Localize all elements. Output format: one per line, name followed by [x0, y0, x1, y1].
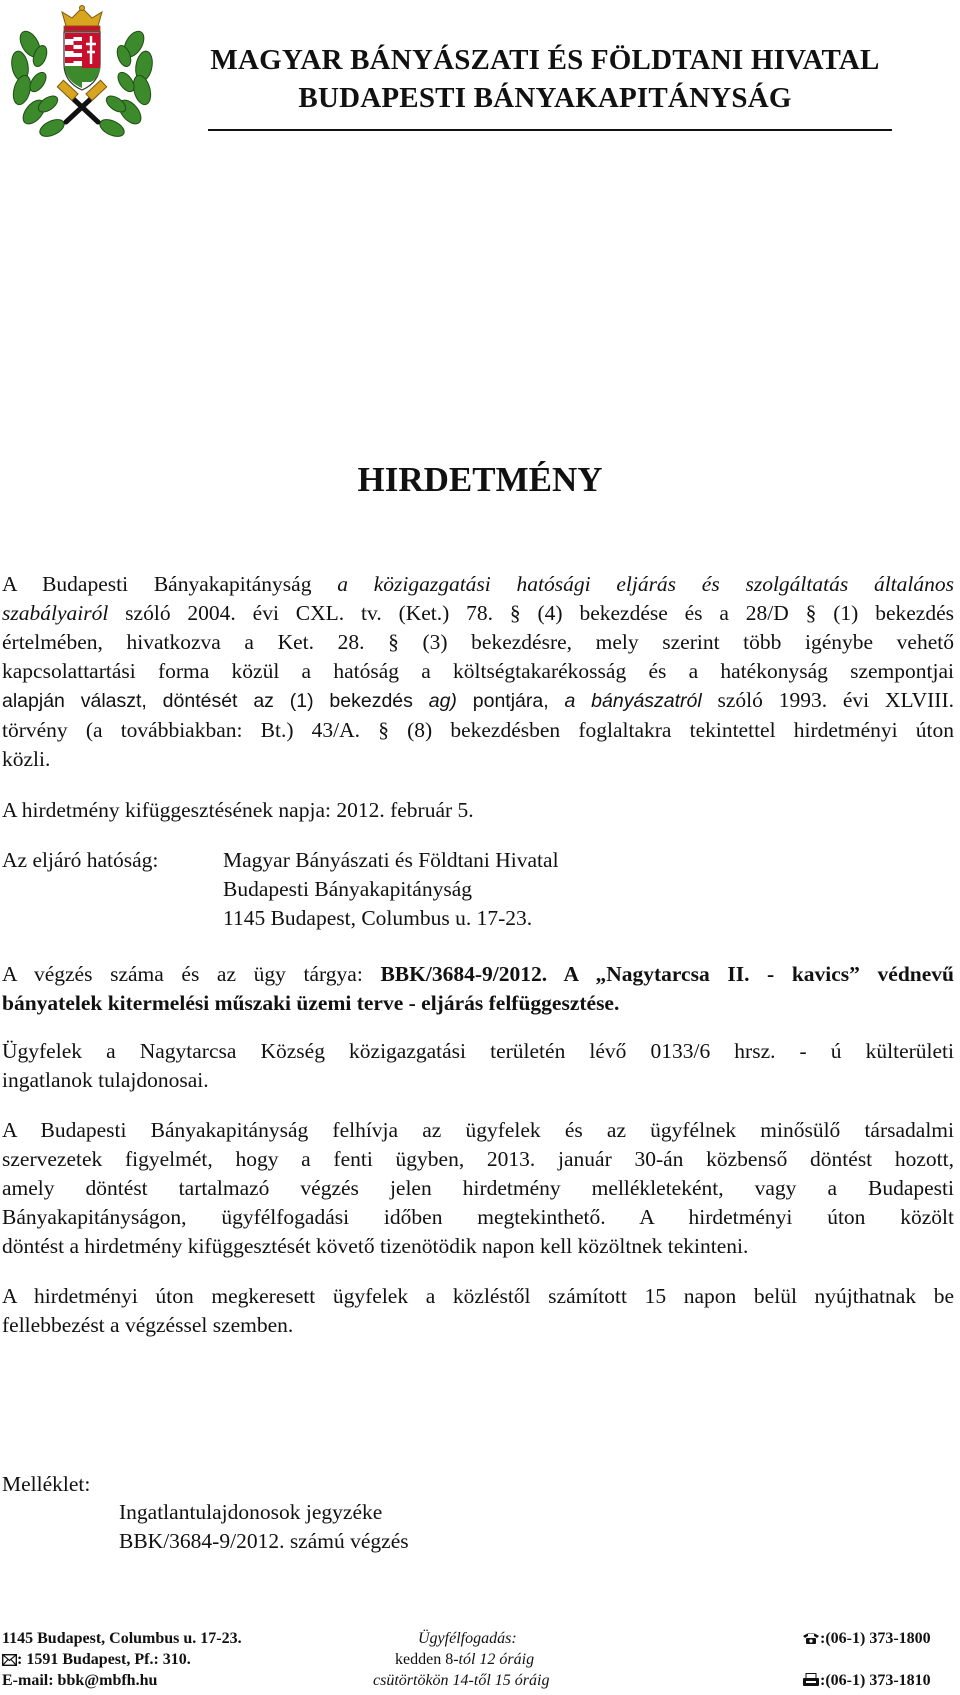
- footer-phone: [802, 1630, 931, 1648]
- notice-line: A Budapesti Bányakapitányság felhívja az ügyfelek és az ügyfélnek minősülő társadalmi: [2, 1118, 954, 1142]
- notice-line: szervezetek figyelmét, hogy a fenti ügyben, 2013. január 30-án közbenső döntést hozott,: [2, 1147, 954, 1171]
- authority-address: 1145 Budapest, Columbus u. 17-23.: [223, 906, 533, 930]
- envelope-icon: [2, 1654, 17, 1666]
- intro-paragraph: [2, 570, 954, 774]
- authority-label: Az eljáró hatóság:: [2, 848, 159, 872]
- footer-email: E-mail: bbk@mbfh.hu: [2, 1672, 158, 1689]
- appeal-line: fellebbezést a végzéssel szemben.: [2, 1313, 294, 1337]
- footer-fax-text: :(06-1) 373-1810: [820, 1672, 931, 1689]
- intro-line: törvény (a továbbiakban: Bt.) 43/A. § (8) bekezdésben foglaltakra tekintettel hirdetményi úton: [2, 718, 954, 742]
- decision-paragraph: [2, 960, 954, 1018]
- footer-phone-text: :(06-1) 373-1800: [820, 1630, 931, 1647]
- intro-line: szabályairól szóló 2004. évi CXL. tv. (Ket.) 78. § (4) bekezdése és a 28/D § (1) bekezdés: [2, 601, 954, 625]
- footer-pobox: [2, 1651, 191, 1669]
- appeal-paragraph: [2, 1282, 954, 1340]
- notice-paragraph: [2, 1116, 954, 1261]
- notice-line: döntést a hirdetmény kifüggesztését követő tizenötödik napon kell közöltnek tekinteni.: [2, 1234, 749, 1258]
- footer-address: 1145 Budapest, Columbus u. 17-23.: [2, 1630, 242, 1647]
- intro-line: értelmében, hivatkozva a Ket. 28. § (3) bekezdésre, mely szerint több igénybe vehető: [2, 630, 954, 654]
- footer-hours-thursday: csütörtökön 14-től 15 óráig: [373, 1672, 550, 1689]
- footer-pobox-text: : 1591 Budapest, Pf.: 310.: [17, 1651, 191, 1668]
- attachments-label: Melléklet:: [2, 1472, 91, 1496]
- authority-office: Budapesti Bányakapitányság: [223, 877, 472, 901]
- footer-hours-title: Ügyfélfogadás:: [418, 1630, 517, 1647]
- header-title: MAGYAR BÁNYÁSZATI ÉS FÖLDTANI HIVATAL: [210, 44, 880, 76]
- intro-line: kapcsolattartási forma közül a hatóság a költségtakarékosság és a hatékonyság szempontjai: [2, 659, 954, 683]
- decision-line: A végzés száma és az ügy tárgya: BBK/3684-9/2012. A „Nagytarcsa II. - kavics” védnevű: [2, 962, 955, 986]
- header-subtitle: BUDAPESTI BÁNYAKAPITÁNYSÁG: [298, 82, 792, 114]
- fax-icon: [802, 1673, 820, 1687]
- footer-fax: [802, 1672, 931, 1690]
- decision-line: bányatelek kitermelési műszaki üzemi terve - eljárás felfüggesztése.: [2, 991, 620, 1015]
- telephone-icon: [802, 1631, 820, 1645]
- intro-line: A Budapesti Bányakapitányság a közigazgatási hatósági eljárás és szolgáltatás általános: [2, 572, 954, 596]
- attachment-item: Ingatlantulajdonosok jegyzéke: [119, 1500, 383, 1524]
- clients-line: Ügyfelek a Nagytarcsa Község közigazgatási területén lévő 0133/6 hrsz. - ú külterületi: [2, 1039, 954, 1063]
- crest-emblem-icon: [8, 4, 156, 154]
- notice-line: Bányakapitányságon, ügyfélfogadási időben megtekinthető. A hirdetményi úton közölt: [2, 1205, 954, 1229]
- attachment-item: BBK/3684-9/2012. számú végzés: [119, 1529, 409, 1553]
- authority-name: Magyar Bányászati és Földtani Hivatal: [223, 848, 559, 872]
- header-divider: [208, 129, 892, 131]
- notice-line: amely döntést tartalmazó végzés jelen hirdetmény mellékleteként, vagy a Budapesti: [2, 1176, 954, 1200]
- document-title: HIRDETMÉNY: [357, 460, 603, 499]
- footer-hours-tuesday: kedden 8-tól 12 óráig: [395, 1651, 535, 1668]
- posting-date-text: A hirdetmény kifüggesztésének napja: 2012. február 5.: [2, 798, 474, 822]
- posting-date: [2, 796, 954, 825]
- clients-line: ingatlanok tulajdonosai.: [2, 1068, 209, 1092]
- intro-line: közli.: [2, 747, 51, 771]
- intro-line: alapján választ, döntését az (1) bekezdés ag) pontjára, a bányászatról szóló 1993. évi XLVIII.: [2, 688, 954, 712]
- appeal-line: A hirdetményi úton megkeresett ügyfelek a közléstől számított 15 napon belül nyújthatnak be: [2, 1284, 954, 1308]
- clients-paragraph: [2, 1037, 954, 1095]
